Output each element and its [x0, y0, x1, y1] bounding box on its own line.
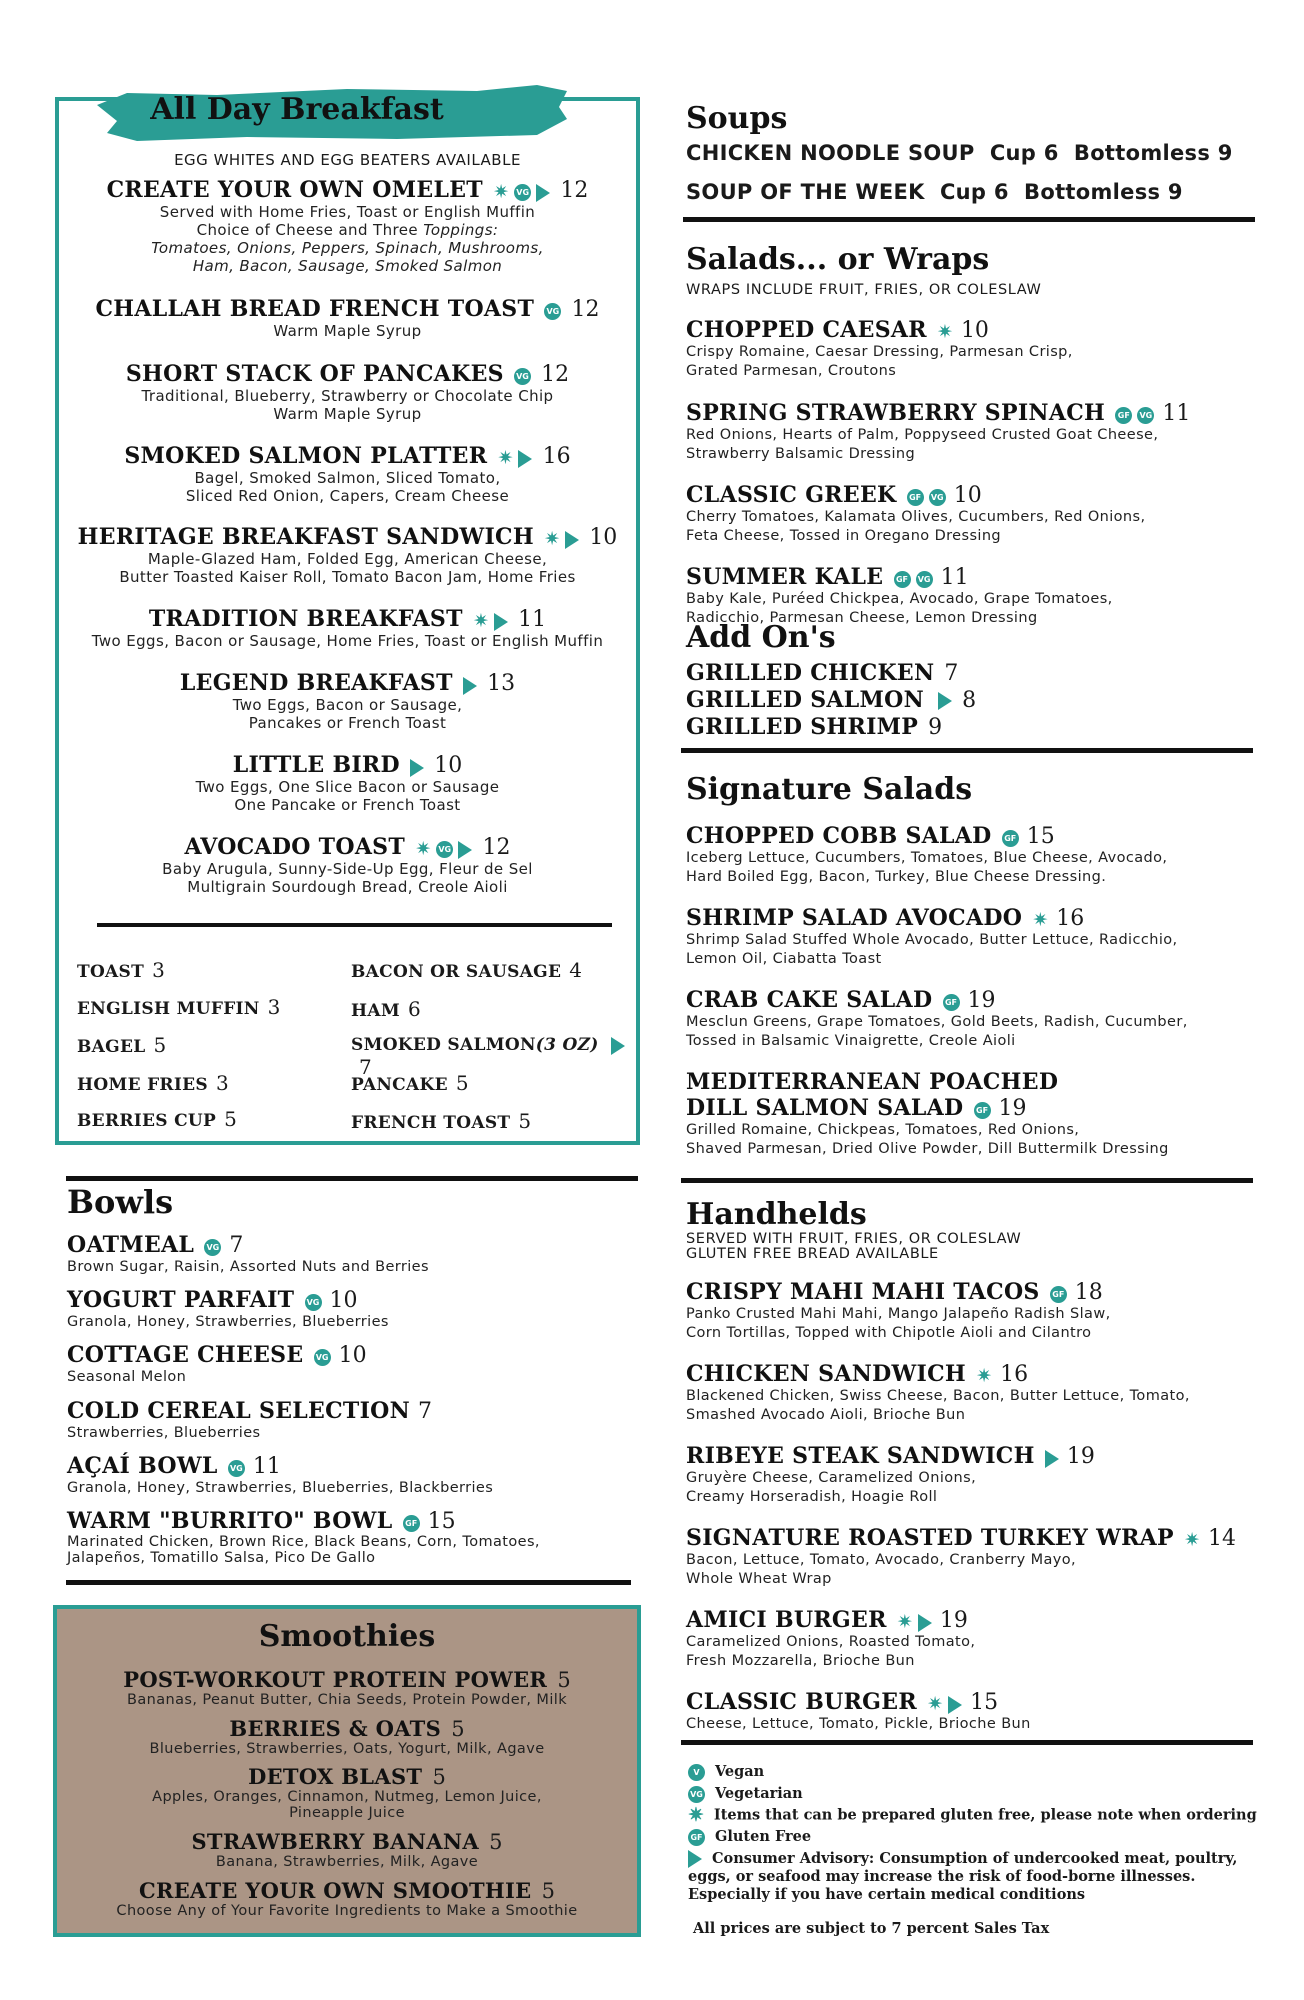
item-description: Bagel, Smoked Salmon, Sliced Tomato, — [194, 469, 501, 487]
divider — [683, 217, 1255, 222]
item-description: Strawberries, Blueberries — [67, 1425, 261, 1441]
legend-item — [688, 1850, 1237, 1868]
item-name: COTTAGE CHEESE — [67, 1342, 304, 1368]
gluten-free-icon: GF — [1050, 1286, 1067, 1303]
side-name: ENGLISH MUFFIN — [77, 999, 260, 1019]
side-item — [77, 1033, 167, 1057]
item-name: CLASSIC BURGER — [686, 1689, 917, 1715]
item-name: HERITAGE BREAKFAST SANDWICH — [77, 524, 534, 550]
menu-item — [59, 361, 636, 423]
gluten-free-prep-icon: ✷ — [896, 1611, 913, 1633]
soup-item — [686, 180, 1183, 204]
gluten-free-prep-icon: ✷ — [976, 1365, 993, 1387]
cup-price: Cup 6 — [989, 141, 1059, 165]
menu-item — [67, 1398, 432, 1443]
menu-item — [686, 987, 1188, 1051]
side-item — [351, 1109, 531, 1133]
menu-item — [67, 1508, 540, 1566]
menu-item — [57, 1667, 637, 1708]
item-description: Strawberry Balsamic Dressing — [686, 446, 916, 462]
item-price: 10 — [338, 1343, 367, 1368]
advisory-arrow-icon — [565, 531, 579, 549]
side-price: 3 — [215, 1071, 229, 1095]
item-description: Tomatoes, Onions, Peppers, Spinach, Mushrooms, — [151, 239, 544, 257]
item-name: WARM "BURRITO" BOWL — [67, 1508, 393, 1534]
item-description: Fresh Mozzarella, Brioche Bun — [686, 1653, 915, 1669]
item-price: 14 — [1207, 1526, 1236, 1551]
item-name: AMICI BURGER — [686, 1607, 887, 1633]
item-description: Lemon Oil, Ciabatta Toast — [686, 951, 882, 967]
side-name: HOME FRIES — [77, 1075, 208, 1095]
item-price: 11 — [1162, 401, 1191, 426]
legend-text: Items that can be prepared gluten free, please note when ordering — [713, 1806, 1257, 1824]
menu-item — [686, 1689, 1031, 1734]
item-price: 19 — [1066, 1444, 1095, 1469]
item-name: CRISPY MAHI MAHI TACOS — [686, 1279, 1040, 1305]
item-name: RIBEYE STEAK SANDWICH — [686, 1443, 1035, 1469]
vegetarian-icon: VG — [228, 1460, 245, 1477]
breakfast-title: All Day Breakfast — [150, 92, 444, 127]
side-item — [77, 1071, 229, 1095]
item-description: Blackened Chicken, Swiss Cheese, Bacon, Butter Lettuce, Tomato, — [686, 1388, 1190, 1404]
item-price: 19 — [939, 1608, 968, 1633]
legend-item — [688, 1828, 811, 1846]
cup-price: Cup 6 — [939, 180, 1009, 204]
item-description: Corn Tortillas, Topped with Chipotle Aioli and Cilantro — [686, 1325, 1092, 1341]
gluten-free-prep-icon: ✷ — [472, 610, 489, 632]
side-name: TOAST — [77, 962, 145, 982]
item-name: YOGURT PARFAIT — [67, 1287, 295, 1313]
item-price: 10 — [589, 525, 618, 550]
item-description: Pineapple Juice — [289, 1805, 405, 1821]
advisory-arrow-icon — [410, 759, 424, 777]
item-name: CREATE YOUR OWN SMOOTHIE — [138, 1878, 532, 1903]
item-description: Cheese, Lettuce, Tomato, Pickle, Brioche Bun — [686, 1716, 1031, 1732]
item-description: Two Eggs, One Slice Bacon or Sausage — [195, 778, 500, 796]
menu-item — [57, 1716, 637, 1757]
item-description: Apples, Oranges, Cinnamon, Nutmeg, Lemon Juice, — [152, 1789, 542, 1805]
item-price: 11 — [252, 1454, 281, 1479]
side-price: 4 — [569, 958, 583, 982]
item-price: 11 — [518, 607, 547, 632]
item-description: Red Onions, Hearts of Palm, Poppyseed Crusted Goat Cheese, — [686, 427, 1159, 443]
item-description: Iceberg Lettuce, Cucumbers, Tomatoes, Blue Cheese, Avocado, — [686, 850, 1168, 866]
tax-note: All prices are subject to 7 percent Sales Tax — [693, 1920, 1050, 1937]
vegetarian-icon: VG — [916, 571, 933, 588]
item-description: Bananas, Peanut Butter, Chia Seeds, Protein Powder, Milk — [127, 1692, 567, 1708]
item-description: Hard Boiled Egg, Bacon, Turkey, Blue Cheese Dressing. — [686, 869, 1107, 885]
side-item — [351, 958, 582, 982]
side-item — [77, 995, 281, 1019]
item-price: 10 — [434, 753, 463, 778]
side-portion: (3 OZ) — [535, 1035, 599, 1055]
item-description: Whole Wheat Wrap — [686, 1571, 832, 1587]
item-price: 10 — [953, 483, 982, 508]
item-description: Bacon, Lettuce, Tomato, Avocado, Cranberry Mayo, — [686, 1552, 1077, 1568]
menu-item — [59, 752, 636, 814]
side-price: 5 — [224, 1107, 238, 1131]
legend-text: Gluten Free — [715, 1828, 812, 1845]
item-price: 5 — [541, 1879, 556, 1903]
side-item — [77, 958, 165, 982]
addons-title: Add On's — [686, 620, 836, 655]
vegetarian-icon: VG — [514, 368, 531, 385]
item-name: SIGNATURE ROASTED TURKEY WRAP — [686, 1525, 1174, 1551]
divider — [681, 748, 1253, 753]
menu-item — [59, 524, 636, 586]
item-price: 15 — [970, 1690, 999, 1715]
smoothies-title: Smoothies — [258, 1619, 436, 1654]
item-description: Two Eggs, Bacon or Sausage, — [232, 696, 463, 714]
item-description: Sliced Red Onion, Capers, Cream Cheese — [185, 487, 510, 505]
vegetarian-icon: VG — [688, 1786, 705, 1803]
gluten-free-prep-icon: ✷ — [497, 447, 514, 469]
item-description: Marinated Chicken, Brown Rice, Black Beans, Corn, Tomatoes, — [67, 1534, 540, 1550]
menu-item — [686, 1279, 1111, 1343]
item-name: SPRING STRAWBERRY SPINACH — [686, 400, 1106, 426]
item-price: 5 — [557, 1668, 571, 1692]
item-price: 13 — [487, 671, 516, 696]
advisory-arrow-icon — [536, 184, 550, 202]
soup-item — [686, 141, 1233, 165]
side-price: 3 — [267, 995, 281, 1019]
item-description: Crispy Romaine, Caesar Dressing, Parmesan Crisp, — [686, 344, 1073, 360]
divider — [66, 1580, 631, 1585]
item-price: 15 — [427, 1509, 456, 1534]
item-name: AÇAÍ BOWL — [67, 1453, 218, 1479]
item-name: SOUP OF THE WEEK — [686, 180, 925, 204]
side-name: SMOKED SALMON — [351, 1035, 536, 1055]
vegetarian-icon: VG — [204, 1239, 221, 1256]
item-price: 16 — [1056, 906, 1085, 931]
legend-text: eggs, or seafood may increase the risk of food-borne illnesses. — [688, 1868, 1196, 1885]
item-description: Shaved Parmesan, Dried Olive Powder, Dill Buttermilk Dressing — [686, 1141, 1169, 1157]
bowls-title: Bowls — [67, 1183, 174, 1221]
item-description: Baby Kale, Puréed Chickpea, Avocado, Grape Tomatoes, — [686, 591, 1113, 607]
item-name: CHICKEN NOODLE SOUP — [686, 141, 975, 165]
gluten-free-icon: GF — [894, 571, 911, 588]
item-name: COLD CEREAL SELECTION — [67, 1398, 411, 1424]
gluten-free-prep-icon: ✷ — [1184, 1529, 1200, 1551]
menu-item — [686, 317, 1073, 381]
item-description: Radicchio, Parmesan Cheese, Lemon Dressing — [686, 610, 1038, 626]
gluten-free-prep-icon: ✷ — [927, 1693, 943, 1715]
toppings-label: Toppings: — [423, 221, 499, 239]
menu-item — [59, 177, 636, 275]
gluten-free-icon: GF — [974, 1102, 991, 1119]
item-name: AVOCADO TOAST — [184, 834, 406, 860]
vegan-icon: V — [688, 1764, 705, 1781]
item-name: CLASSIC GREEK — [686, 482, 897, 508]
side-name: PANCAKE — [351, 1075, 448, 1095]
legend-text: Vegetarian — [715, 1785, 803, 1802]
item-description: Jalapeños, Tomatillo Salsa, Pico De Gallo — [67, 1550, 376, 1566]
advisory-arrow-icon — [948, 1696, 962, 1714]
advisory-arrow-icon — [918, 1614, 932, 1632]
item-name: CRAB CAKE SALAD — [686, 987, 933, 1013]
item-name: STRAWBERRY BANANA — [191, 1829, 479, 1854]
menu-item — [57, 1878, 637, 1919]
item-description: Baby Arugula, Sunny-Side-Up Egg, Fleur de Sel — [162, 860, 533, 878]
item-price: 12 — [571, 297, 600, 322]
item-description: Feta Cheese, Tossed in Oregano Dressing — [686, 528, 1002, 544]
menu-item — [686, 905, 1178, 969]
side-price: 6 — [407, 997, 422, 1021]
item-name: MEDITERRANEAN POACHED — [686, 1069, 1059, 1095]
side-item — [77, 1107, 237, 1131]
item-description: Choose Any of Your Favorite Ingredients to Make a Smoothie — [116, 1903, 578, 1919]
item-price: 19 — [967, 988, 996, 1013]
item-description: Granola, Honey, Strawberries, Blueberries, Blackberries — [67, 1480, 494, 1496]
advisory-arrow-icon — [611, 1037, 625, 1055]
item-description: Ham, Bacon, Sausage, Smoked Salmon — [192, 257, 503, 275]
item-name: DETOX BLAST — [248, 1764, 423, 1789]
bottomless-price: Bottomless 9 — [1024, 180, 1183, 204]
vegetarian-icon: VG — [305, 1294, 322, 1311]
item-description: Caramelized Onions, Roasted Tomato, — [686, 1634, 976, 1650]
item-name: BERRIES & OATS — [229, 1716, 442, 1741]
vegetarian-icon: VG — [929, 489, 946, 506]
gluten-free-prep-icon: ✷ — [493, 181, 510, 203]
advisory-arrow-icon — [938, 692, 952, 710]
item-description: Mesclun Greens, Grape Tomatoes, Gold Beets, Radish, Cucumber, — [686, 1014, 1188, 1030]
divider — [681, 1178, 1253, 1183]
item-description: Tossed in Balsamic Vinaigrette, Creole Aioli — [686, 1033, 1016, 1049]
item-price: 19 — [998, 1096, 1027, 1121]
legend-text: Vegan — [715, 1763, 765, 1780]
item-description: Brown Sugar, Raisin, Assorted Nuts and Berries — [67, 1259, 429, 1275]
menu-item — [57, 1829, 637, 1870]
menu-item — [686, 1525, 1236, 1589]
item-description: Served with Home Fries, Toast or English Muffin — [159, 203, 536, 221]
menu-item — [686, 1443, 1095, 1507]
menu-item — [686, 1607, 975, 1671]
item-price: 7 — [229, 1233, 244, 1258]
item-price: 5 — [432, 1765, 446, 1789]
gluten-free-icon: GF — [907, 489, 924, 506]
item-description: Cherry Tomatoes, Kalamata Olives, Cucumbers, Red Onions, — [686, 509, 1146, 525]
side-name: BACON OR SAUSAGE — [351, 962, 562, 982]
item-name: SHRIMP SALAD AVOCADO — [686, 905, 1023, 931]
gluten-free-icon: GF — [688, 1829, 705, 1846]
salads-note: WRAPS INCLUDE FRUIT, FRIES, OR COLESLAW — [686, 282, 1042, 298]
item-description: Butter Toasted Kaiser Roll, Tomato Bacon Jam, Home Fries — [119, 568, 576, 586]
item-name: SUMMER KALE — [686, 564, 884, 590]
side-name: FRENCH TOAST — [351, 1113, 511, 1133]
item-price: 7 — [418, 1399, 433, 1424]
breakfast-note: EGG WHITES AND EGG BEATERS AVAILABLE — [174, 151, 521, 169]
side-name: HAM — [351, 1001, 400, 1021]
gluten-free-prep-icon: ✷ — [415, 838, 432, 860]
handhelds-note: SERVED WITH FRUIT, FRIES, OR COLESLAW — [686, 1231, 1022, 1247]
item-description: Two Eggs, Bacon or Sausage, Home Fries, Toast or English Muffin — [91, 632, 604, 650]
gluten-free-prep-icon: ✷ — [688, 1804, 704, 1826]
divider — [97, 923, 612, 927]
menu-item — [59, 834, 636, 896]
gluten-free-icon: GF — [1002, 830, 1019, 847]
item-description: Seasonal Melon — [67, 1369, 187, 1385]
item-price: 8 — [962, 688, 977, 713]
side-price: 5 — [153, 1033, 167, 1057]
divider — [681, 1740, 1253, 1745]
legend-item — [688, 1806, 1257, 1825]
gluten-free-icon: GF — [403, 1515, 420, 1532]
item-price: 16 — [1000, 1362, 1029, 1387]
item-description: Smashed Avocado Aioli, Brioche Bun — [686, 1407, 966, 1423]
menu-item — [59, 606, 636, 650]
signature-title: Signature Salads — [686, 772, 973, 807]
advisory-arrow-icon — [518, 450, 532, 468]
legend-item — [688, 1763, 764, 1781]
item-description: Warm Maple Syrup — [273, 322, 422, 340]
advisory-arrow-icon — [463, 677, 477, 695]
addon-item — [686, 687, 976, 713]
gluten-free-prep-icon: ✷ — [1032, 909, 1049, 931]
advisory-arrow-icon — [494, 613, 508, 631]
item-description: Shrimp Salad Stuffed Whole Avocado, Butter Lettuce, Radicchio, — [686, 932, 1178, 948]
bottomless-price: Bottomless 9 — [1073, 141, 1233, 165]
menu-item — [67, 1342, 367, 1387]
item-name: LITTLE BIRD — [232, 752, 400, 778]
side-price: 3 — [152, 958, 166, 982]
item-name: CHICKEN SANDWICH — [686, 1361, 966, 1387]
item-name: CHALLAH BREAD FRENCH TOAST — [95, 296, 535, 322]
side-name: BAGEL — [77, 1037, 146, 1057]
menu-item — [686, 1361, 1190, 1425]
menu-item — [67, 1453, 493, 1498]
menu-item — [67, 1287, 389, 1332]
handhelds-note: GLUTEN FREE BREAD AVAILABLE — [686, 1246, 939, 1262]
item-price: 9 — [928, 715, 943, 740]
gluten-free-icon: GF — [1115, 407, 1132, 424]
item-name: POST-WORKOUT PROTEIN POWER — [123, 1667, 548, 1692]
advisory-arrow-icon — [458, 841, 472, 859]
item-name: SHORT STACK OF PANCAKES — [125, 361, 504, 387]
item-name: CHOPPED COBB SALAD — [686, 823, 992, 849]
item-price: 16 — [542, 444, 571, 469]
item-name: GRILLED CHICKEN — [686, 660, 935, 686]
item-description: Pancakes or French Toast — [248, 714, 447, 732]
item-name: GRILLED SHRIMP — [686, 714, 919, 740]
item-description: Creamy Horseradish, Hoagie Roll — [686, 1489, 938, 1505]
item-description: Grated Parmesan, Croutons — [686, 363, 897, 379]
item-description: One Pancake or French Toast — [234, 796, 461, 814]
item-name: GRILLED SALMON — [686, 687, 925, 713]
item-description: Gruyère Cheese, Caramelized Onions, — [686, 1470, 977, 1486]
item-name: CHOPPED CAESAR — [686, 317, 927, 343]
item-description: Multigrain Sourdough Bread, Creole Aioli — [187, 878, 508, 896]
side-item — [351, 997, 421, 1021]
gluten-free-icon: GF — [943, 994, 960, 1011]
item-description: Traditional, Blueberry, Strawberry or Chocolate Chip — [141, 387, 554, 405]
menu-item — [686, 1069, 1169, 1159]
side-price: 7 — [359, 1055, 373, 1079]
item-price: 5 — [489, 1830, 503, 1854]
item-description: Granola, Honey, Strawberries, Blueberries — [67, 1314, 389, 1330]
item-description: Grilled Romaine, Chickpeas, Tomatoes, Red Onions, — [686, 1122, 1080, 1138]
salads-title: Salads... or Wraps — [686, 242, 990, 277]
item-name: DILL SALMON SALAD — [686, 1095, 964, 1121]
vegetarian-icon: VG — [1137, 407, 1154, 424]
divider — [66, 1176, 638, 1181]
menu-item — [59, 443, 636, 505]
vegetarian-icon: VG — [544, 303, 561, 320]
item-price: 11 — [940, 565, 969, 590]
breakfast-section — [55, 92, 640, 1145]
vegetarian-icon: VG — [514, 184, 531, 201]
item-price: 10 — [329, 1288, 358, 1313]
smoothies-section — [53, 1605, 641, 1937]
item-name: CREATE YOUR OWN OMELET — [106, 177, 483, 203]
menu-item — [686, 823, 1167, 887]
advisory-arrow-icon — [688, 1850, 702, 1868]
handhelds-title: Handhelds — [686, 1197, 867, 1232]
item-description: Choice of Cheese and Three — [196, 221, 419, 239]
vegetarian-icon: VG — [436, 841, 453, 858]
gluten-free-prep-icon: ✷ — [937, 321, 953, 343]
menu-item — [686, 400, 1190, 464]
menu-item — [686, 482, 1145, 546]
menu-item — [59, 670, 636, 732]
legend-text: Especially if you have certain medical conditions — [688, 1886, 1086, 1903]
menu-item — [686, 564, 1113, 628]
item-name: OATMEAL — [67, 1232, 195, 1258]
item-price: 12 — [560, 178, 589, 203]
item-name: LEGEND BREAKFAST — [179, 670, 453, 696]
item-price: 18 — [1074, 1280, 1103, 1305]
item-name: TRADITION BREAKFAST — [148, 606, 463, 632]
item-name: SMOKED SALMON PLATTER — [124, 443, 488, 469]
menu-item — [67, 1232, 429, 1277]
vegetarian-icon: VG — [314, 1349, 331, 1366]
breakfast-banner — [97, 85, 567, 143]
item-price: 7 — [944, 661, 959, 686]
item-description: Warm Maple Syrup — [273, 405, 422, 423]
item-price: 5 — [451, 1717, 465, 1741]
gluten-free-prep-icon: ✷ — [544, 528, 561, 550]
side-item — [351, 1071, 469, 1095]
menu-item — [57, 1764, 637, 1821]
legend-text: Consumer Advisory: Consumption of undercooked meat, poultry, — [712, 1850, 1238, 1867]
item-price: 10 — [960, 318, 989, 343]
item-price: 12 — [482, 835, 511, 860]
legend-item — [688, 1785, 803, 1803]
side-price: 5 — [518, 1109, 532, 1133]
item-price: 12 — [541, 362, 570, 387]
side-name: BERRIES CUP — [77, 1111, 217, 1131]
side-price: 5 — [455, 1071, 469, 1095]
menu-item — [59, 296, 636, 340]
item-description: Blueberries, Strawberries, Oats, Yogurt, Milk, Agave — [149, 1741, 545, 1757]
item-description: Banana, Strawberries, Milk, Agave — [215, 1854, 479, 1870]
addon-item — [686, 660, 958, 686]
addon-item — [686, 714, 942, 740]
item-description: Maple-Glazed Ham, Folded Egg, American Cheese, — [147, 550, 548, 568]
advisory-arrow-icon — [1045, 1450, 1059, 1468]
item-price: 15 — [1026, 824, 1055, 849]
soups-title: Soups — [686, 101, 788, 136]
item-description: Panko Crusted Mahi Mahi, Mango Jalapeño Radish Slaw, — [686, 1306, 1111, 1322]
